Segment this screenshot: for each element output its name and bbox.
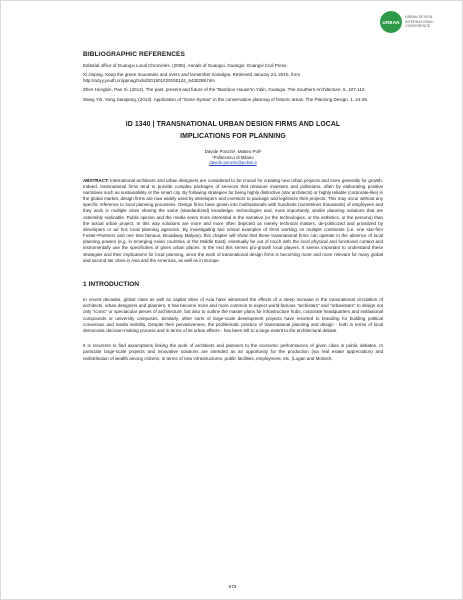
intro-paragraph-1: In recent decades, global cities as well as capital cities of Asia have witnessed the effects of a steep increase in the transnational circulation of architects, urban designers and planners. It has become more and more common to expect world-famous "archistars" and "urbanistars" to design not only "iconic" or spectacular pieces of architecture, but also to outline the master plans for infrastructure hubs, corporate headquarters and institutional compounds or university campuses. Similarly, other sorts of large-scale development projects have resorted to branding for building political consensus and media visibility. Despite their pervasiveness, the problematic practice of transnational planning and design - both in terms of local democratic decision-making process and in terms of its urban effects - has been left to a large extent to the architectural debate.	[83, 296, 383, 333]
logo-mark: URBAN	[380, 11, 402, 33]
reference-item: Zhen Hongbin, Pan Xi. (2014). The past, present and future of the "Bamboo House"in Yulin, Guangxi. The Southern Architecture, 5, 107-112.	[83, 87, 366, 93]
paper-title-line-2: IMPLICATIONS FOR PLANNING	[180, 132, 286, 140]
page-content	[83, 51, 383, 362]
logo-text: URBAN DESIGN INTERNATIONAL CONFERENCE	[405, 15, 434, 29]
author-email-link[interactable]: davide.ponzini@polimi.it	[209, 160, 257, 166]
page-number: 673	[228, 584, 237, 589]
reference-item: Wang Yin, Yang Jianqiang. (2013). Application of "Gene Syntax" in the conservation planning of historic areas. The Planning Design, 1, 24-28.	[83, 96, 369, 102]
section-heading-introduction: 1 INTRODUCTION	[83, 280, 140, 288]
bibliography-heading: BIBLIOGRAPHIC REFERENCES	[83, 51, 186, 58]
abstract-text: International architects and urban designers are considered to be crucial for creating new urban projects and more generally for growth. Indeed, transnational firms tend to provide complex packages of services that reassure investors and politicians, often by elaborating positive narratives such as sustainability or the smart city. By following strategies for being highly distinctive (star architects) or highly reliable (corporate-like) in the global market, design firms are now widely used by developers and investors to package and legitimize their projects. This may occur without any specific reference to local planning processes. Design firms have grown into multinationals with hundreds (sometimes thousands) of employees and they work in multiple cities sharing the same (standardized) knowledge, technologies and, most importantly, similar planning solutions that are ostensibly replicable. Public opinion and the media seem more interested in the narrative (or the technologies, or the esthetics, or the persona) than the actual urban project. In this way solutions are more and more often depicted as merely technical matters, de-politicized and privatized by developers or ad hoc local planning agencies. By investigating two critical examples of firms working on multiple continents (i.e. one star-firm Foster+Partners and one less famous, Broadway Malyan), this chapter will show that these transnational firms can operate in the absence of local planning powers (e.g. in emerging Asian countries or the Middle East), eventually be out of touch with the local physical and functional context and instrumentally use the specificities of given urban places. In the end this serves pro-growth local players. It seems important to understand these strategies and their implications for local planning, since the work of transnational design firms is becoming more and more relevant for many global and second tier cities in Asia and the Americas, as well as in Europe.	[83, 177, 383, 263]
intro-paragraph-2: It is recurrent to find assumptions linking the work of architects and planners to the economic performances of given cities in public debates. In particular large-scale projects and innovative solutions are intended as an opportunity for the production (via real estate appreciation) and redistribution of wealth among citizens, in terms of new infrastructures, public facilities, employment, etc. (Logan and Molotch,	[83, 343, 383, 361]
reference-item: Editorial office of Guangxi Local Chronicles. (2005). Annals of Guangxi. Guangxi: Guangxi Civil Press.	[83, 63, 288, 68]
reference-item: Xi Jinping. Keep the green mountains and rivers and remember nostalgia. Retrieved January 24, 2015, from http://azyy.youth.cn/ppnag/zxbd/201501/t20150124_6430288.htm	[83, 72, 301, 84]
conference-logo	[380, 11, 452, 33]
author-block	[83, 149, 383, 165]
abstract-label: ABSTRACT:	[83, 177, 109, 183]
abstract	[83, 178, 383, 264]
affiliation: ¹Politecnico di Milano	[212, 154, 254, 160]
paper-title	[83, 119, 383, 142]
paper-title-line-1: ID 1340 | TRANSNATIONAL URBAN DESIGN FIRMS AND LOCAL	[125, 121, 341, 129]
authors: Davide Ponzini¹, Matteo Poli¹	[204, 149, 262, 155]
